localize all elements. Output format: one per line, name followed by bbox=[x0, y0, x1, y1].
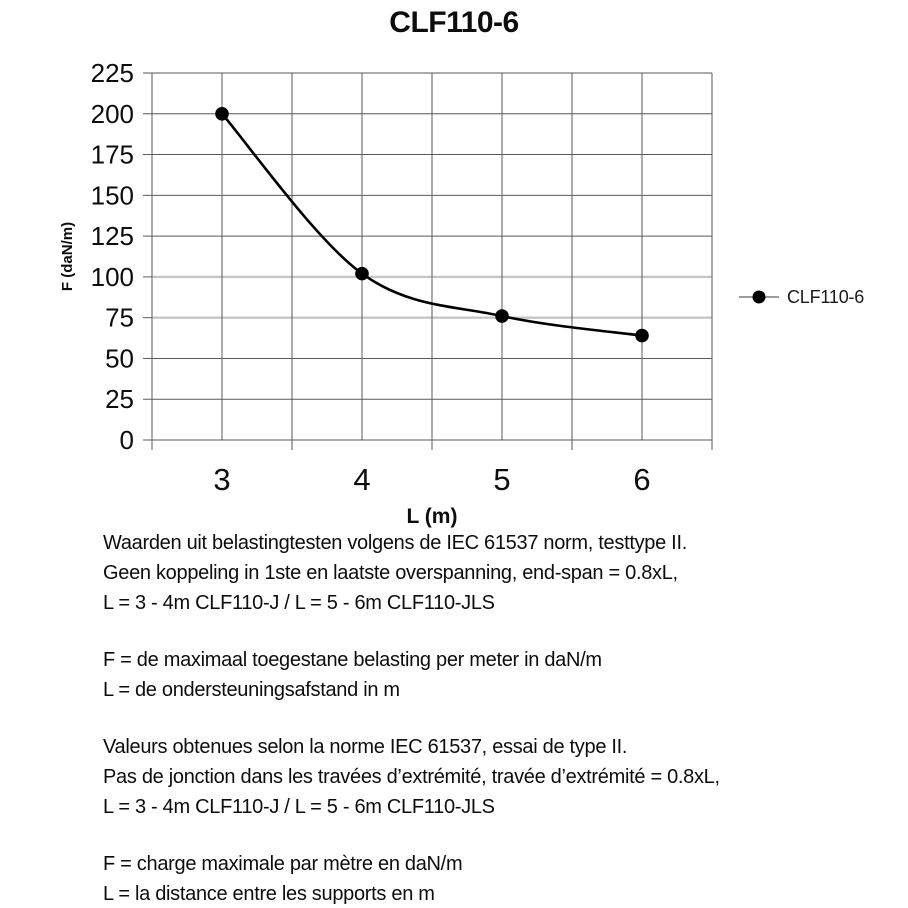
data-point-marker bbox=[495, 309, 509, 323]
y-tick-label: 150 bbox=[90, 180, 134, 211]
y-tick-label: 225 bbox=[90, 58, 134, 88]
y-tick-label: 100 bbox=[90, 261, 134, 292]
data-point-marker bbox=[215, 107, 229, 121]
y-tick-label: 200 bbox=[90, 98, 134, 129]
note-block-french-legend bbox=[103, 849, 833, 908]
note-line: F = de maximaal toegestane belasting per meter in daN/m bbox=[103, 649, 602, 671]
note-block-french bbox=[103, 732, 833, 822]
note-line: F = charge maximale par mètre en daN/m bbox=[103, 853, 463, 875]
data-point-marker bbox=[355, 267, 369, 281]
x-tick-label: 3 bbox=[213, 462, 231, 497]
note-line: Geen koppeling in 1ste en laatste overspanning, end-span = 0.8xL, bbox=[103, 562, 678, 584]
x-tick-label: 6 bbox=[633, 462, 651, 497]
note-line: L = de ondersteuningsafstand in m bbox=[103, 679, 400, 701]
y-tick-label: 0 bbox=[119, 425, 134, 455]
x-tick-label: 4 bbox=[353, 462, 371, 497]
y-tick-label: 175 bbox=[90, 139, 134, 170]
y-tick-label: 25 bbox=[105, 384, 134, 415]
note-line: L = 3 - 4m CLF110-J / L = 5 - 6m CLF110-JLS bbox=[103, 592, 495, 614]
note-line: Valeurs obtenues selon la norme IEC 61537, essai de type II. bbox=[103, 736, 628, 758]
note-line: Waarden uit belastingtesten volgens de IEC 61537 norm, testtype II. bbox=[103, 532, 687, 554]
legend-label: CLF110-6 bbox=[787, 286, 865, 307]
x-tick-label: 5 bbox=[493, 462, 511, 497]
y-tick-label: 75 bbox=[105, 302, 134, 333]
note-block-dutch-legend bbox=[103, 645, 833, 705]
note-block-dutch bbox=[103, 528, 833, 618]
chart-title: CLF110-6 bbox=[389, 6, 519, 39]
note-line: Pas de jonction dans les travées d’extrémité, travée d’extrémité = 0.8xL, bbox=[103, 766, 720, 788]
y-tick-label: 125 bbox=[90, 221, 134, 252]
y-tick-label: 50 bbox=[105, 343, 134, 374]
data-point-marker bbox=[635, 329, 649, 343]
y-axis-title: F (daN/m) bbox=[59, 221, 76, 292]
note-line: L = la distance entre les supports en m bbox=[103, 883, 435, 905]
legend-marker-icon bbox=[738, 289, 780, 305]
x-axis-title: L (m) bbox=[406, 505, 458, 528]
legend bbox=[738, 286, 864, 308]
note-line: L = 3 - 4m CLF110-J / L = 5 - 6m CLF110-JLS bbox=[103, 796, 495, 818]
